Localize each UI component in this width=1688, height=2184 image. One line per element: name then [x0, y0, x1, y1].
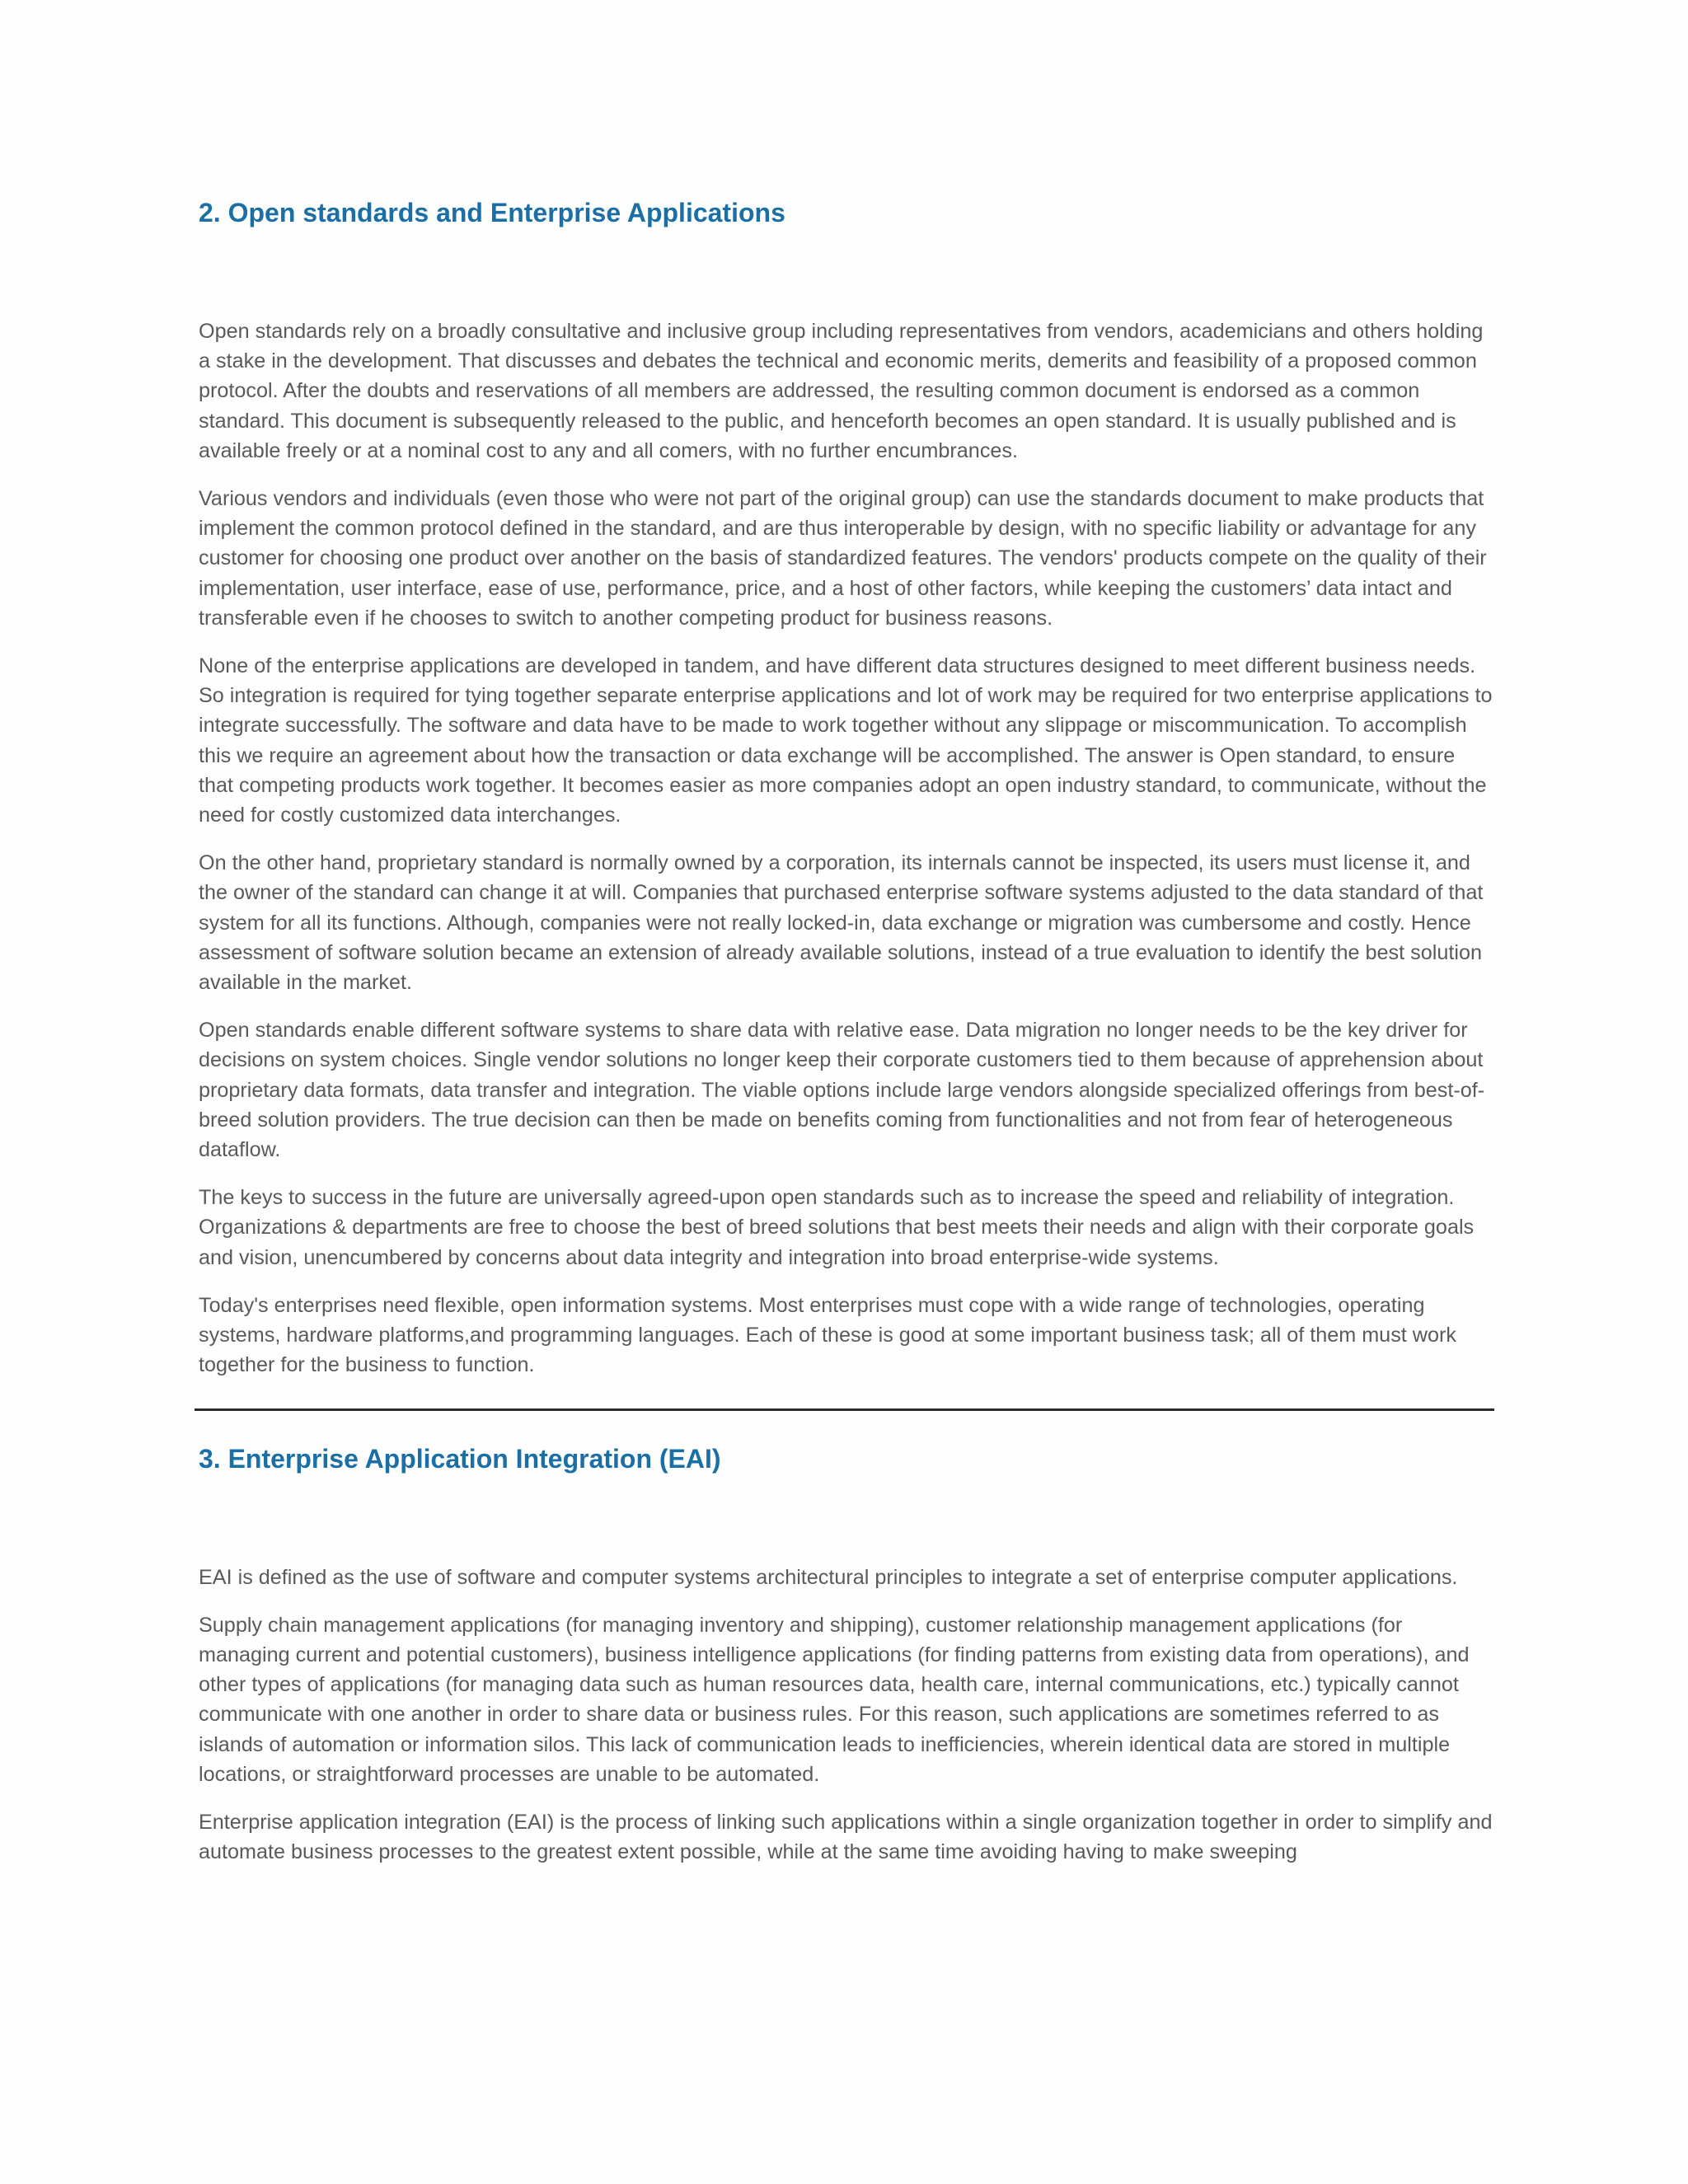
- paragraph: EAI is defined as the use of software and computer systems architectural principles to integrate a set of enterprise computer applications.: [199, 1565, 1458, 1589]
- page-content: [199, 196, 1493, 1885]
- paragraph: The keys to success in the future are universally agreed-upon open standards such as to increase the speed and reliability of integration. Organizations & departments are free to choose the best of breed solutions that best meets their needs and align with their corporate goals and vision, unencumbered by concerns about data integrity and integration into broad enterprise-wide systems.: [199, 1186, 1475, 1269]
- section-heading-open-standards: 2. Open standards and Enterprise Applications: [199, 198, 785, 227]
- paragraph: Open standards rely on a broadly consultative and inclusive group including representatives from vendors, academicians and others holding a stake in the development. That discusses and debates the technical and economic merits, demerits and feasibility of a proposed common protocol. After the doubts and reservations of all members are addressed, the resulting common document is endorsed as a common standard. This document is subsequently released to the public, and henceforth becomes an open standard. It is usually published and is available freely or at a nominal cost to any and all comers, with no further encumbrances.: [199, 320, 1484, 462]
- paragraph: Enterprise application integration (EAI) is the process of linking such applications within a single organization together in order to simplify and automate business processes to the greatest extent possible, while at the same time avoiding having to make sweeping: [199, 1810, 1493, 1864]
- paragraph: Supply chain management applications (for managing inventory and shipping), customer relationship management applications (for managing current and potential customers), business intelligence applications (for finding patterns from existing data from operations), and other types of applications (for managing data such as human resources data, health care, internal communications, etc.) typically cannot communicate with one another in order to share data or business rules. For this reason, such applications are sometimes referred to as islands of automation or information silos. This lack of communication leads to inefficiencies, wherein identical data are stored in multiple locations, or straightforward processes are unable to be automated.: [199, 1613, 1470, 1786]
- paragraph: Various vendors and individuals (even those who were not part of the original group) can use the standards document to make products that implement the common protocol defined in the standard, and are thus interoperable by design, with no specific liability or advantage for any customer for choosing one product over another on the basis of standardized features. The vendors' products compete on the quality of their implementation, user interface, ease of use, performance, price, and a host of other factors, while keeping the customers’ data intact and transferable even if he chooses to switch to another competing product for business reasons.: [199, 487, 1487, 630]
- section-heading-eai: 3. Enterprise Application Integration (EAI): [199, 1443, 721, 1474]
- paragraph: None of the enterprise applications are developed in tandem, and have different data structures designed to meet different business needs. So integration is required for tying together separate enterprise applications and lot of work may be required for two enterprise applications to integrate successfully. The software and data have to be made to work together without any slippage or miscommunication. To accomplish this we require an agreement about how the transaction or data exchange will be accomplished. The answer is Open standard, to ensure that competing products work together. It becomes easier as more companies adopt an open industry standard, to communicate, without the need for costly customized data interchanges.: [199, 654, 1493, 827]
- paragraph: Today's enterprises need flexible, open information systems. Most enterprises must cope with a wide range of technologies, operating systems, hardware platforms,and programming languages. Each of these is good at some important business task; all of them must work together for the business to function.: [199, 1293, 1456, 1377]
- paragraph: Open standards enable different software systems to share data with relative ease. Data migration no longer needs to be the key driver for decisions on system choices. Single vendor solutions no longer keep their corporate customers tied to them because of apprehension about proprietary data formats, data transfer and integration. The viable options include large vendors alongside specialized offerings from best-of-breed solution providers. The true decision can then be made on benefits coming from functionalities and not from fear of heterogeneous dataflow.: [199, 1019, 1485, 1162]
- section-divider: [195, 1408, 1494, 1411]
- paragraph: On the other hand, proprietary standard is normally owned by a corporation, its internals cannot be inspected, its users must license it, and the owner of the standard can change it at will. Companies that purchased enterprise software systems adjusted to the data standard of that system for all its functions. Although, companies were not really locked-in, data exchange or migration was cumbersome and costly. Hence assessment of software solution became an extension of already available solutions, instead of a true evaluation to identify the best solution available in the market.: [199, 851, 1484, 995]
